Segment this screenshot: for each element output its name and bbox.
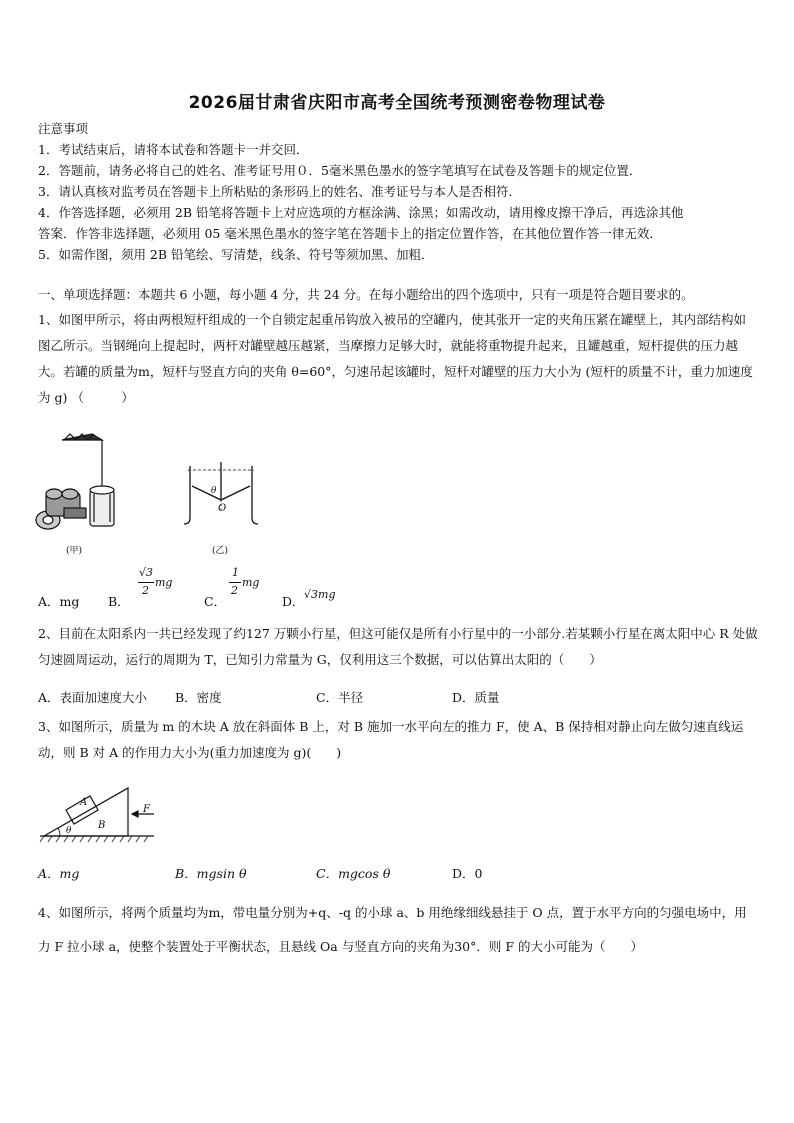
q1-option-b-den: 2: [142, 584, 149, 597]
q2-option-c: C．半径: [316, 690, 364, 705]
q3-option-d: D．0: [452, 866, 483, 881]
notice-item-1: 1．考试结束后，请将本试卷和答题卡一并交回．: [38, 142, 309, 157]
notice-item-3: 3．请认真核对监考员在答题卡上所粘贴的条形码上的姓名、准考证号与本人是否相符．: [38, 184, 521, 199]
q1-option-c-den: 2: [231, 584, 238, 597]
question-2-text: 2、目前在太阳系内一共已经发现了约127 万颗小行星，但这可能仅是所有小行星中的一小部分.若某颗小行星在离太阳中心 R 处做匀速圆周运动，运行的周期为 T，已知引力常量为 G，仅利用这三个数据，可以估算出太阳的（ ）: [38, 626, 758, 667]
notice-item-2: 2．答题前，请务必将自己的姓名、准考证号用０．5毫米黑色墨水的签字笔填写在试卷及答题卡的规定位置．: [38, 163, 642, 178]
figure-yi-o-label: O: [218, 503, 227, 514]
notice-heading: 注意事项: [38, 121, 89, 136]
question-4: [38, 896, 758, 964]
q1-option-d-label: D．: [282, 594, 305, 609]
q1-option-c-num: 1: [232, 566, 239, 579]
notice-item-5: 5．如需作图，须用 2B 铅笔绘、写清楚，线条、符号等须加黑、加粗．: [38, 247, 434, 262]
section-heading: 一、单项选择题：本题共 6 小题，每小题 4 分，共 24 分。在每小题给出的四个选项中，只有一项是符合题目要求的。: [38, 287, 694, 302]
q2-option-b: B．密度: [175, 690, 222, 705]
page-title: 2026届甘肃省庆阳市高考全国统考预测密卷物理试卷: [188, 93, 606, 113]
notice-item-4: 4．作答选择题，必须用 2B 铅笔将答题卡上对应选项的方框涂满、涂黑；如需改动，请用橡皮擦干净后，再选涂其他: [38, 205, 684, 220]
q1-option-b-label: B．: [108, 594, 130, 609]
q1-option-b-tail: mg: [155, 576, 173, 589]
figure-incline-b-label: B: [98, 820, 106, 831]
notice-item-4-cont: 答案．作答非选择题，必须用 05 毫米黑色墨水的签字笔在答题卡上的指定位置作答，在其他位置作答一律无效．: [38, 226, 662, 241]
figure-jia-crane: [34, 432, 134, 532]
q2-option-d: D．质量: [452, 690, 500, 705]
figure-yi-hook: [180, 460, 262, 534]
figure-incline-theta: θ: [66, 826, 72, 836]
question-3: [38, 714, 758, 766]
question-2: [38, 621, 758, 673]
q1-option-c-label: C．: [204, 594, 227, 609]
question-1: [38, 307, 758, 411]
q1-option-a: A．mg: [38, 594, 80, 609]
figure-yi-caption: (乙): [212, 546, 229, 556]
q1-option-d-value: √3mg: [304, 588, 336, 601]
q1-option-b-bar: [138, 582, 154, 583]
question-1-text: 1、如图甲所示，将由两根短杆组成的一个自锁定起重吊钩放入被吊的空罐内，使其张开一定的夹角压紧在罐壁上，其内部结构如图乙所示。当钢绳向上提起时，两杆对罐壁越压越紧，当摩擦力足够大时，就能将重物提升起来，且罐越重，短杆提供的压力越大。若罐的质量为m，短杆与竖直方向的夹角 θ=60°，匀速吊起该罐时，短杆对罐壁的压力大小为 (短杆的质量不计，重力加速度为 g) （ ）: [38, 312, 753, 405]
q1-option-b-num: √3: [139, 566, 154, 579]
figure-jia-caption: (甲): [66, 546, 83, 556]
q3-option-b: B．mgsin θ: [175, 866, 247, 881]
q1-option-c-bar: [229, 582, 241, 583]
question-4-text: 4、如图所示，将两个质量均为m，带电量分别为+q、-q 的小球 a、b 用绝缘细线悬挂于 O 点，置于水平方向的匀强电场中，用力 F 拉小球 a，使整个装置处于平衡状态，且悬线 Oa 与竖直方向的夹角为30°．则 F 的大小可能为（ ）: [38, 905, 747, 954]
question-3-text: 3、如图所示，质量为 m 的木块 A 放在斜面体 B 上，对 B 施加一水平向左的推力 F，使 A、B 保持相对静止向左做匀速直线运动，则 B 对 A 的作用力大小为(重力加速度为 g)( ): [38, 719, 744, 760]
q3-option-c: C．mgcos θ: [316, 866, 391, 881]
figure-incline-a-label: A: [80, 797, 88, 808]
q3-option-a: A．mg: [38, 866, 80, 881]
q1-option-c-tail: mg: [242, 576, 260, 589]
figure-yi-theta: θ: [211, 486, 217, 496]
q2-option-a: A．表面加速度大小: [38, 690, 148, 705]
figure-incline-f-label: F: [143, 804, 150, 815]
